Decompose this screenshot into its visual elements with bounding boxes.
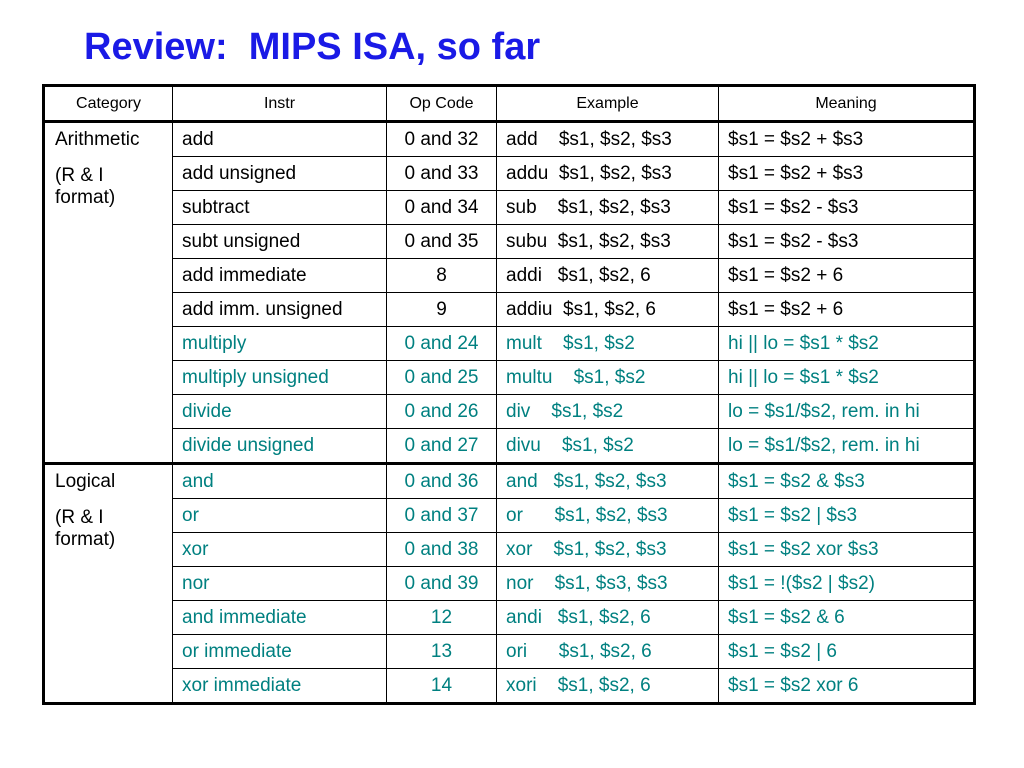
meaning-cell: $s1 = $s2 & 6	[719, 601, 975, 635]
opcode-cell: 14	[387, 669, 497, 704]
meaning-cell: hi || lo = $s1 * $s2	[719, 361, 975, 395]
instr-cell: add	[173, 122, 387, 157]
opcode-cell: 0 and 36	[387, 464, 497, 499]
example-cell: xor $s1, $s2, $s3	[497, 533, 719, 567]
instr-cell: or	[173, 499, 387, 533]
opcode-cell: 0 and 35	[387, 225, 497, 259]
opcode-cell: 0 and 33	[387, 157, 497, 191]
opcode-cell: 0 and 32	[387, 122, 497, 157]
example-cell: addi $s1, $s2, 6	[497, 259, 719, 293]
opcode-cell: 0 and 27	[387, 429, 497, 464]
example-cell: addu $s1, $s2, $s3	[497, 157, 719, 191]
table-row	[44, 669, 975, 704]
header-meaning: Meaning	[719, 86, 975, 122]
instr-cell: nor	[173, 567, 387, 601]
example-cell: mult $s1, $s2	[497, 327, 719, 361]
meaning-cell: $s1 = $s2 + 6	[719, 259, 975, 293]
category-cell	[44, 464, 173, 704]
example-cell: divu $s1, $s2	[497, 429, 719, 464]
table-header-row	[44, 86, 975, 122]
table-row	[44, 601, 975, 635]
example-cell: subu $s1, $s2, $s3	[497, 225, 719, 259]
table-row	[44, 533, 975, 567]
opcode-cell: 0 and 34	[387, 191, 497, 225]
table-row	[44, 293, 975, 327]
table-row	[44, 635, 975, 669]
meaning-cell: lo = $s1/$s2, rem. in hi	[719, 395, 975, 429]
example-cell: xori $s1, $s2, 6	[497, 669, 719, 704]
mips-isa-table	[42, 84, 976, 705]
example-cell: addiu $s1, $s2, 6	[497, 293, 719, 327]
header-example: Example	[497, 86, 719, 122]
instr-cell: divide unsigned	[173, 429, 387, 464]
category-format: (R & I format)	[55, 165, 116, 208]
meaning-cell: $s1 = $s2 xor $s3	[719, 533, 975, 567]
meaning-cell: $s1 = $s2 + $s3	[719, 122, 975, 157]
instr-cell: or immediate	[173, 635, 387, 669]
slide-title: Review: MIPS ISA, so far	[84, 26, 541, 68]
instr-cell: add imm. unsigned	[173, 293, 387, 327]
table-row	[44, 327, 975, 361]
meaning-cell: $s1 = $s2 | 6	[719, 635, 975, 669]
table-row	[44, 395, 975, 429]
instr-cell: add immediate	[173, 259, 387, 293]
table-row	[44, 259, 975, 293]
table-row	[44, 157, 975, 191]
instr-cell: multiply unsigned	[173, 361, 387, 395]
opcode-cell: 0 and 26	[387, 395, 497, 429]
example-cell: multu $s1, $s2	[497, 361, 719, 395]
meaning-cell: $s1 = $s2 xor 6	[719, 669, 975, 704]
table-body	[44, 122, 975, 704]
meaning-cell: lo = $s1/$s2, rem. in hi	[719, 429, 975, 464]
instr-cell: xor	[173, 533, 387, 567]
table-row	[44, 225, 975, 259]
category-cell	[44, 122, 173, 464]
example-cell: add $s1, $s2, $s3	[497, 122, 719, 157]
category-name: Logical	[55, 471, 116, 492]
table-row	[44, 191, 975, 225]
instr-cell: and immediate	[173, 601, 387, 635]
example-cell: sub $s1, $s2, $s3	[497, 191, 719, 225]
opcode-cell: 13	[387, 635, 497, 669]
category-name: Arithmetic	[55, 129, 140, 150]
meaning-cell: hi || lo = $s1 * $s2	[719, 327, 975, 361]
example-cell: ori $s1, $s2, 6	[497, 635, 719, 669]
header-instr: Instr	[173, 86, 387, 122]
meaning-cell: $s1 = $s2 + 6	[719, 293, 975, 327]
opcode-cell: 0 and 39	[387, 567, 497, 601]
category-format: (R & I format)	[55, 507, 116, 550]
example-cell: div $s1, $s2	[497, 395, 719, 429]
instr-cell: divide	[173, 395, 387, 429]
meaning-cell: $s1 = !($s2 | $s2)	[719, 567, 975, 601]
header-category: Category	[44, 86, 173, 122]
example-cell: or $s1, $s2, $s3	[497, 499, 719, 533]
opcode-cell: 9	[387, 293, 497, 327]
opcode-cell: 0 and 25	[387, 361, 497, 395]
table-row	[44, 567, 975, 601]
table-row	[44, 122, 975, 157]
header-opcode: Op Code	[387, 86, 497, 122]
instr-cell: subtract	[173, 191, 387, 225]
instr-cell: xor immediate	[173, 669, 387, 704]
meaning-cell: $s1 = $s2 + $s3	[719, 157, 975, 191]
opcode-cell: 0 and 37	[387, 499, 497, 533]
table-row	[44, 499, 975, 533]
instr-cell: multiply	[173, 327, 387, 361]
opcode-cell: 8	[387, 259, 497, 293]
example-cell: and $s1, $s2, $s3	[497, 464, 719, 499]
table-row	[44, 429, 975, 464]
example-cell: andi $s1, $s2, 6	[497, 601, 719, 635]
opcode-cell: 0 and 38	[387, 533, 497, 567]
instr-cell: add unsigned	[173, 157, 387, 191]
example-cell: nor $s1, $s3, $s3	[497, 567, 719, 601]
opcode-cell: 0 and 24	[387, 327, 497, 361]
opcode-cell: 12	[387, 601, 497, 635]
table-row	[44, 361, 975, 395]
meaning-cell: $s1 = $s2 & $s3	[719, 464, 975, 499]
instr-cell: subt unsigned	[173, 225, 387, 259]
meaning-cell: $s1 = $s2 | $s3	[719, 499, 975, 533]
meaning-cell: $s1 = $s2 - $s3	[719, 225, 975, 259]
instr-cell: and	[173, 464, 387, 499]
table-row	[44, 464, 975, 499]
meaning-cell: $s1 = $s2 - $s3	[719, 191, 975, 225]
